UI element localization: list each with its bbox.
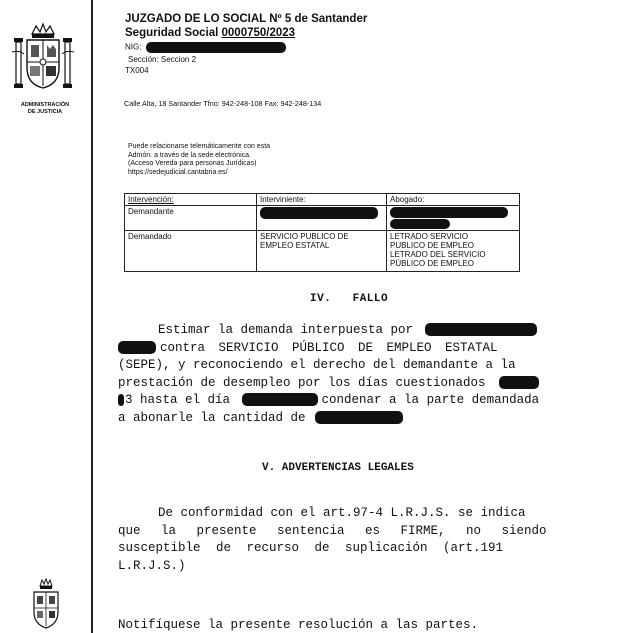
adv-line: De conformidad con el art.97-4 L.R.J.S. se indica [158, 506, 526, 520]
col-header-intervencion: Intervención: [125, 194, 257, 206]
sede-link[interactable]: https://sedejudicial.cantabria.es/ [128, 168, 228, 176]
adv-line: que la presente sentencia es FIRME, no siendo [118, 523, 547, 538]
court-name: JUZGADO DE LO SOCIAL Nº 5 de Santander [125, 13, 368, 25]
redaction [146, 42, 286, 53]
fallo-heading: IV. FALLO [310, 293, 389, 305]
redaction [118, 341, 156, 354]
fallo-text: 3 hasta el día [125, 393, 231, 407]
role-cell: Demandado [125, 231, 257, 272]
lawyer-cell [387, 231, 520, 272]
party-text: EMPLEO ESTATAL [260, 241, 330, 250]
fallo-text: prestación de desempleo por los días cuestionados [118, 375, 486, 390]
lawyer-text: PÚBLICO DE EMPLEO [390, 259, 475, 268]
parties-table [124, 193, 520, 272]
coat-of-arms-icon [12, 22, 74, 100]
redaction [118, 394, 124, 406]
party-cell [257, 206, 387, 231]
administracion-label: ADMINISTRACIÓN DE JUSTICIA [20, 102, 70, 115]
redaction [390, 219, 450, 229]
fallo-text: Estimar la demanda interpuesta por [158, 323, 414, 337]
fallo-line [118, 340, 570, 358]
code-line: TX004 [125, 66, 149, 75]
col-header-abogado: Abogado: [387, 194, 520, 206]
case-reference [125, 27, 295, 39]
margin-rule [91, 0, 93, 633]
table-header-row [125, 194, 520, 206]
advertencias-heading: V. ADVERTENCIAS LEGALES [262, 462, 414, 474]
contact-line: (Acceso Vereda para personas Jurídicas) [128, 160, 257, 168]
fallo-line [118, 392, 570, 410]
role-cell: Demandante [125, 206, 257, 231]
case-type: Seguridad Social [125, 27, 219, 39]
lawyer-text: LETRADO DEL SERVICIO [390, 250, 486, 259]
lawyer-text: PUBLICO DE EMPLEO [390, 241, 475, 250]
seccion-line: Sección: Seccion 2 [128, 55, 197, 64]
adv-line: L.R.J.S.) [118, 558, 186, 573]
redaction [390, 207, 508, 218]
bottom-crest-icon [30, 578, 62, 633]
case-number: 0000750/2023 [221, 27, 296, 39]
contact-line: Admón. a través de la sede electrónica. [128, 151, 251, 159]
redaction [499, 376, 539, 389]
fallo-line [118, 375, 570, 393]
fallo-text: condenar a la parte demandada [321, 393, 540, 407]
fallo-line [118, 322, 570, 340]
fallo-text: a abonarle la cantidad de [118, 410, 306, 425]
fallo-line [118, 410, 570, 428]
fallo-line: (SEPE), y reconociendo el derecho del demandante a la [118, 358, 516, 372]
redaction [242, 393, 318, 406]
lawyer-cell [387, 206, 520, 231]
party-text: SERVICIO PUBLICO DE [260, 232, 349, 241]
lawyer-text: LETRADO SERVICIO [390, 232, 469, 241]
fallo-paragraph [118, 322, 570, 427]
table-row [125, 206, 520, 231]
nig-label: NIG: [125, 42, 142, 52]
redaction [315, 411, 403, 424]
nig-line [125, 42, 286, 53]
table-row [125, 231, 520, 272]
party-cell [257, 231, 387, 272]
fallo-text: contra SERVICIO PÚBLICO DE EMPLEO ESTATAL [160, 340, 498, 355]
contact-block [128, 143, 270, 177]
col-header-interviniente: Interviniente: [257, 194, 387, 206]
redaction [425, 323, 537, 336]
contact-line: Puede relacionarse telemáticamente con esta [128, 143, 271, 150]
advertencias-paragraph [118, 505, 570, 575]
adv-line: susceptible de recurso de suplicación (art.191 [118, 541, 504, 555]
redaction [260, 207, 378, 219]
notification-line: Notifíquese la presente resolución a las partes. [118, 618, 479, 632]
address-line: Calle Alta, 18 Santander Tfno: 942-248-108 Fax: 942-248-134 [124, 99, 322, 108]
